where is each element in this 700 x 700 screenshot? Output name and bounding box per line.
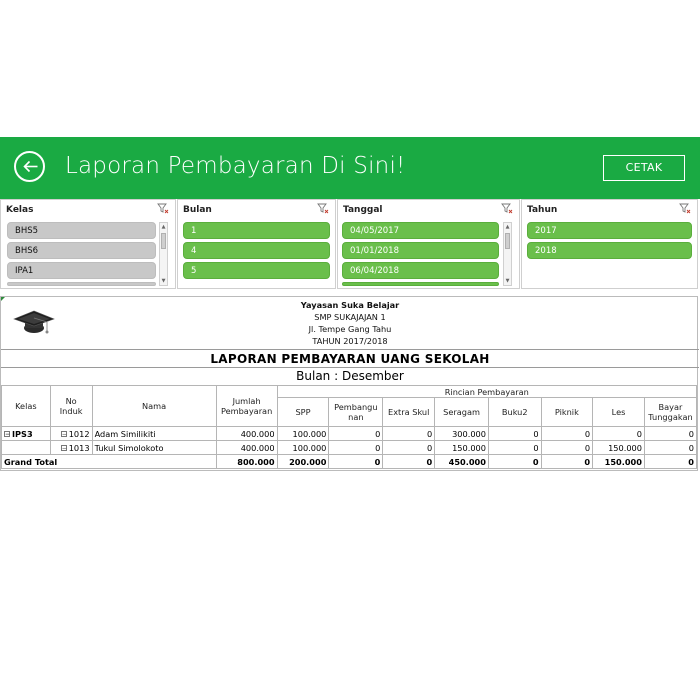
col-header-seragam: Seragam (435, 398, 489, 427)
clear-filter-icon[interactable] (501, 203, 513, 215)
scroll-down-icon[interactable]: ▼ (161, 278, 166, 284)
col-header-rincian: Rincian Pembayaran (277, 386, 696, 398)
cell-pembangunan: 0 (329, 441, 383, 455)
total-pembangunan: 0 (329, 455, 383, 469)
report-title: LAPORAN PEMBAYARAN UANG SEKOLAH (1, 349, 699, 368)
collapse-icon[interactable]: − (61, 445, 67, 452)
total-les: 150.000 (593, 455, 645, 469)
slicer-panel (0, 199, 700, 291)
slicer-scrollbar[interactable] (503, 222, 512, 286)
cell-les: 0 (593, 427, 645, 441)
collapse-icon[interactable]: − (5, 431, 11, 438)
school-address: Jl. Tempe Gang Tahu (308, 324, 392, 334)
cell-jumlah: 400.000 (216, 427, 277, 441)
col-header-nama: Nama (92, 386, 216, 427)
cell-no-induk: − 1012 (50, 427, 92, 441)
col-header-jumlah: Jumlah Pembayaran (216, 386, 277, 427)
back-button[interactable] (14, 151, 45, 182)
org-name: Yayasan Suka Belajar (300, 300, 400, 310)
slicer-tanggal (337, 199, 520, 289)
col-header-kelas: Kelas (2, 386, 51, 427)
total-spp: 200.000 (277, 455, 329, 469)
cell-bayar: 0 (644, 427, 696, 441)
cell-kelas: − IPS3 (2, 427, 51, 441)
total-jumlah: 800.000 (216, 455, 277, 469)
col-header-buku2: Buku2 (488, 398, 541, 427)
clear-filter-icon[interactable] (317, 203, 329, 215)
total-seragam: 450.000 (435, 455, 489, 469)
table-row (2, 441, 697, 455)
scroll-up-icon[interactable]: ▲ (505, 224, 510, 230)
report-sheet (0, 296, 698, 471)
slicer-tanggal-label: Tanggal (343, 205, 383, 215)
col-header-piknik: Piknik (541, 398, 593, 427)
cell-nama: Tukul Simolokoto (92, 441, 216, 455)
slicer-item[interactable]: 06/04/2018 (342, 262, 499, 279)
cell-kelas (2, 441, 51, 455)
header-bar (0, 137, 700, 199)
slicer-tahun (521, 199, 698, 289)
slicer-tahun-label: Tahun (527, 205, 558, 215)
slicer-item[interactable]: BHS5 (7, 222, 156, 239)
slicer-item-partial[interactable] (342, 282, 499, 286)
cell-seragam: 150.000 (435, 441, 489, 455)
collapse-icon[interactable]: − (61, 431, 67, 438)
slicer-item[interactable]: 2018 (527, 242, 692, 259)
slicer-bulan (177, 199, 336, 289)
total-buku2: 0 (488, 455, 541, 469)
cell-bayar: 0 (644, 441, 696, 455)
school-name: SMP SUKAJAJAN 1 (314, 312, 386, 322)
cetak-button[interactable]: CETAK (603, 155, 685, 181)
col-header-pembangunan: Pembangu nan (329, 398, 383, 427)
clear-filter-icon[interactable] (157, 203, 169, 215)
total-piknik: 0 (541, 455, 593, 469)
slicer-kelas-label: Kelas (6, 205, 34, 215)
cell-no-induk: − 1013 (50, 441, 92, 455)
cell-seragam: 300.000 (435, 427, 489, 441)
cell-pembangunan: 0 (329, 427, 383, 441)
slicer-scrollbar[interactable] (159, 222, 168, 286)
scroll-thumb[interactable] (161, 233, 166, 249)
payment-table (1, 385, 697, 469)
cell-nama: Adam Similikiti (92, 427, 216, 441)
col-header-les: Les (593, 398, 645, 427)
slicer-item[interactable]: 04/05/2017 (342, 222, 499, 239)
total-bayar: 0 (644, 455, 696, 469)
cell-piknik: 0 (541, 441, 593, 455)
slicer-kelas (0, 199, 176, 289)
cell-les: 150.000 (593, 441, 645, 455)
table-row (2, 427, 697, 441)
cell-jumlah: 400.000 (216, 441, 277, 455)
clear-filter-icon[interactable] (679, 203, 691, 215)
cell-extra-skul: 0 (383, 441, 435, 455)
total-extra-skul: 0 (383, 455, 435, 469)
slicer-item-partial[interactable] (7, 282, 156, 286)
school-year: TAHUN 2017/2018 (312, 336, 388, 346)
cell-piknik: 0 (541, 427, 593, 441)
cell-buku2: 0 (488, 427, 541, 441)
slicer-bulan-label: Bulan (183, 205, 212, 215)
slicer-item[interactable]: 2017 (527, 222, 692, 239)
cell-extra-skul: 0 (383, 427, 435, 441)
col-header-bayar-tunggakan: Bayar Tunggakan (644, 398, 696, 427)
slicer-item[interactable]: 1 (183, 222, 330, 239)
scroll-up-icon[interactable]: ▲ (161, 224, 166, 230)
report-subtitle: Bulan : Desember (1, 367, 699, 385)
slicer-item[interactable]: 4 (183, 242, 330, 259)
col-header-extra-skul: Extra Skul (383, 398, 435, 427)
arrow-left-icon (16, 153, 47, 184)
col-header-spp: SPP (277, 398, 329, 427)
slicer-item[interactable]: BHS6 (7, 242, 156, 259)
cell-spp: 100.000 (277, 427, 329, 441)
page-title: Laporan Pembayaran Di Sini! (65, 153, 406, 179)
cell-spp: 100.000 (277, 441, 329, 455)
grand-total-label: Grand Total (2, 455, 217, 469)
slicer-item[interactable]: 01/01/2018 (342, 242, 499, 259)
col-header-no-induk: No Induk (50, 386, 92, 427)
scroll-thumb[interactable] (505, 233, 510, 249)
slicer-item[interactable]: 5 (183, 262, 330, 279)
cell-buku2: 0 (488, 441, 541, 455)
scroll-down-icon[interactable]: ▼ (505, 278, 510, 284)
grand-total-row (2, 455, 697, 469)
slicer-item[interactable]: IPA1 (7, 262, 156, 279)
